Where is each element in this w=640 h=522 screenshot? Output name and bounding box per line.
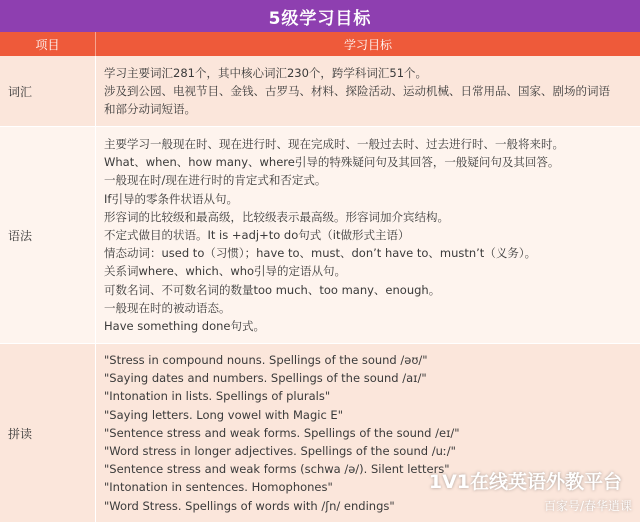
page-title: 5级学习目标 [0, 0, 640, 32]
content-line: 情态动词：used to（习惯）；have to、must、don’t have to、mustn’t（义务）。 [104, 246, 537, 261]
content-line: "Word stress in longer adjectives. Spellings of the sound /uː/" [104, 444, 456, 459]
row-content [104, 64, 634, 118]
content-line: "Sentence stress and weak forms (schwa /ə/). Silent letters" [104, 462, 450, 477]
table-header [0, 32, 640, 56]
content-line: "Saying letters. Long vowel with Magic E" [104, 407, 343, 422]
content-line: If引导的零条件状语从句。 [104, 191, 238, 206]
content-line: "Stress in compound nouns. Spellings of the sound /əʊ/" [104, 353, 428, 367]
content-line: 和部分动词短语。 [104, 102, 196, 116]
watermark-source: 百家号/春华逍课 [543, 499, 632, 513]
content-line: 关系词where、which、who引导的定语从句。 [104, 264, 347, 279]
content-line: Have something done句式。 [104, 319, 265, 334]
header-item-column: 项目 [0, 32, 96, 56]
content-line: What、when、how many、where引导的特殊疑问句及其回答，一般疑问句及其回答。 [104, 155, 560, 170]
header-goal-column: 学习目标 [343, 37, 392, 52]
content-line: "Word Stress. Spellings of words with /ʃn/ endings" [104, 498, 395, 513]
column-separator [95, 56, 96, 522]
row-label: 拼读 [8, 426, 33, 441]
content-line: 不定式做目的状语。It is +adj+to do句式（it做形式主语） [104, 228, 410, 243]
row-label: 词汇 [8, 84, 33, 99]
content-line: 一般现在时/现在进行时的肯定式和否定式。 [104, 173, 327, 188]
content-line: 涉及到公园、电视节目、金钱、古罗马、材料、探险活动、运动机械、日常用品、国家、剧场的词语 [104, 84, 610, 98]
table-row-grammar [0, 127, 640, 343]
content-line: 主要学习一般现在时、现在进行时、现在完成时、一般过去时、过去进行时、一般将来时。 [104, 137, 564, 151]
content-line: "Intonation in lists. Spellings of plurals" [104, 389, 331, 404]
watermark-text: 1V1在线英语外教平台 [428, 471, 622, 493]
content-line: 一般现在时的被动语态。 [104, 300, 231, 315]
content-line: "Saying dates and numbers. Spellings of the sound /aɪ/" [104, 371, 427, 386]
content-line: "Intonation in sentences. Homophones" [104, 480, 333, 495]
content-line: 可数名词、不可数名词的数量too much、too many、enough。 [104, 282, 441, 297]
content-line: "Sentence stress and weak forms. Spellings of the sound /eɪ/" [104, 425, 460, 440]
table-row-phonics [0, 344, 640, 522]
row-content [104, 135, 634, 335]
row-label: 语法 [8, 228, 33, 243]
content-line: 形容词的比较级和最高级，比较级表示最高级。形容词加介宾结构。 [104, 209, 449, 224]
content-line: 学习主要词汇281个，其中核心词汇230个，跨学科词汇51个。 [104, 66, 428, 80]
table-row-vocabulary [0, 56, 640, 126]
